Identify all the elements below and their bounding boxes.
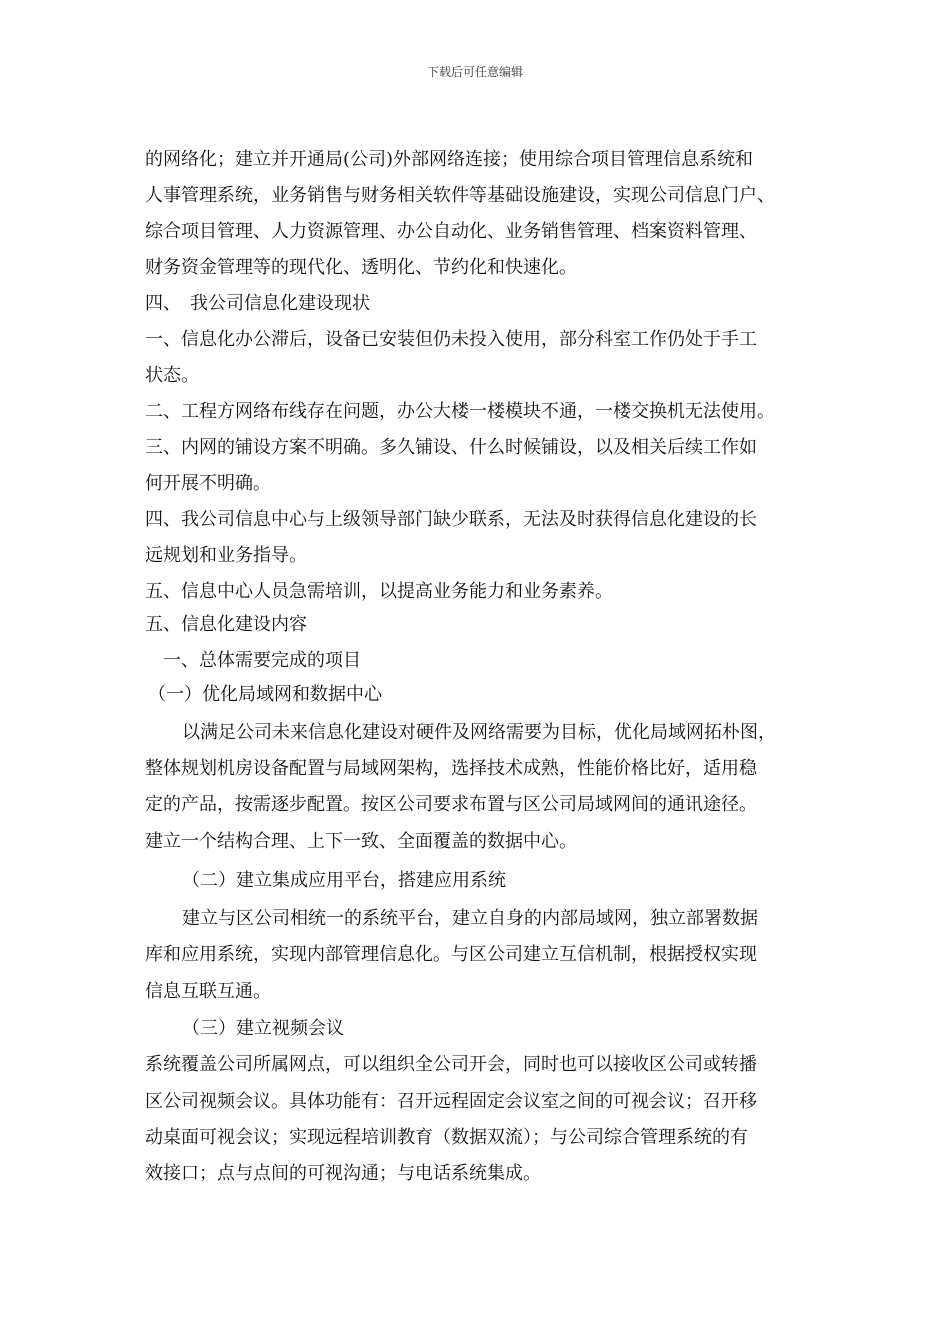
text-line: 库和应用系统，实现内部管理信息化。与区公司建立互信机制，根据授权实现	[145, 944, 757, 965]
page-header: 下载后可任意编辑	[426, 65, 523, 79]
text-line: 一、信息化办公滞后，设备已安装但仍未投入使用，部分科室工作仍处于手工	[145, 329, 757, 350]
text-line: 状态。	[145, 365, 199, 386]
section-heading: 四、 我公司信息化建设现状	[145, 293, 370, 314]
text-line: 定的产品，按需逐步配置。按区公司要求布置与区公司局域网间的通讯途径。	[145, 794, 757, 815]
text-line: 效接口；点与点间的可视沟通；与电话系统集成。	[145, 1163, 541, 1184]
subsection-heading: （三）建立视频会议	[182, 1018, 344, 1039]
text-line: 三、内网的铺设方案不明确。多久铺设、什么时候铺设，以及相关后续工作如	[145, 437, 757, 458]
text-line: 五、信息中心人员急需培训，以提高业务能力和业务素养。	[145, 581, 613, 602]
text-line: 财务资金管理等的现代化、透明化、节约化和快速化。	[145, 257, 577, 278]
text-line: 建立一个结构合理、上下一致、全面覆盖的数据中心。	[145, 831, 577, 852]
text-line: 的网络化；建立并开通局(公司)外部网络连接；使用综合项目管理信息系统和	[145, 149, 754, 170]
text-line: 整体规划机房设备配置与局域网架构，选择技术成熟，性能价格比好，适用稳	[145, 758, 757, 779]
text-line: 人事管理系统，业务销售与财务相关软件等基础设施建设，实现公司信息门户、	[145, 185, 775, 206]
text-line: 四、我公司信息中心与上级领导部门缺少联系，无法及时获得信息化建设的长	[145, 509, 757, 530]
text-line: 动桌面可视会议；实现远程培训教育（数据双流）；与公司综合管理系统的有	[145, 1127, 748, 1148]
text-line: 二、工程方网络布线存在问题，办公大楼一楼模块不通，一楼交换机无法使用。	[145, 401, 775, 422]
text-line: 以满足公司未来信息化建设对硬件及网络需要为目标，优化局域网拓朴图，	[182, 722, 776, 743]
text-line: 何开展不明确。	[145, 473, 271, 494]
text-line: 远规划和业务指导。	[145, 545, 307, 566]
text-line: 系统覆盖公司所属网点，可以组织全公司开会，同时也可以接收区公司或转播	[145, 1054, 757, 1075]
text-line: 综合项目管理、人力资源管理、办公自动化、业务销售管理、档案资料管理、	[145, 221, 757, 242]
subsection-heading: （一）优化局域网和数据中心	[148, 684, 382, 705]
section-heading: 五、信息化建设内容	[145, 614, 307, 635]
text-line: 信息互联互通。	[145, 981, 271, 1002]
text-line: 区公司视频会议。具体功能有：召开远程固定会议室之间的可视会议；召开移	[145, 1091, 757, 1112]
subsection-heading: （二）建立集成应用平台，搭建应用系统	[182, 870, 506, 891]
text-line: 建立与区公司相统一的系统平台，建立自身的内部局域网，独立部署数据	[182, 908, 758, 929]
subsection-heading: 一、总体需要完成的项目	[163, 650, 361, 671]
